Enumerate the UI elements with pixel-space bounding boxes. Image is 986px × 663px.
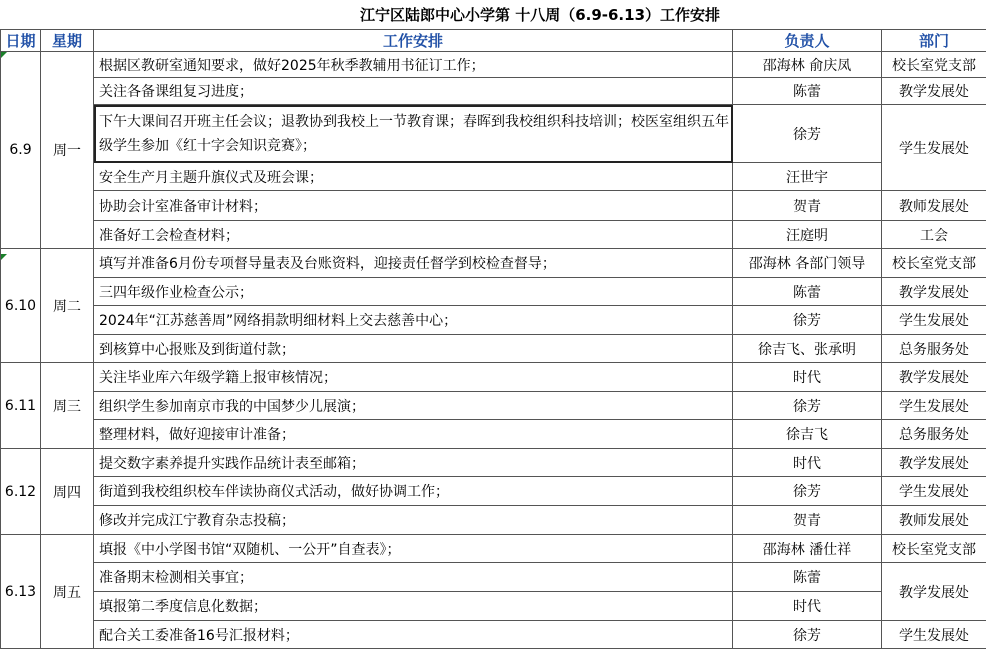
table-row — [1, 306, 986, 335]
dept-cell[interactable]: 学生发展处 — [882, 392, 986, 420]
work-cell[interactable]: 协助会计室准备审计材料； — [94, 191, 733, 221]
work-cell[interactable]: 组织学生参加南京市我的中国梦少儿展演； — [94, 392, 733, 420]
table-row — [1, 477, 986, 506]
dept-cell[interactable]: 工会 — [882, 221, 986, 249]
page-title[interactable]: 江宁区陆郎中心小学第 十八周（6.9-6.13）工作安排 — [94, 0, 986, 30]
table-row — [1, 249, 986, 278]
owner-cell[interactable]: 时代 — [733, 363, 882, 392]
owner-cell[interactable]: 徐芳 — [733, 477, 882, 506]
table-row — [1, 363, 986, 392]
table-row — [1, 392, 986, 420]
week-cell[interactable]: 周五 — [41, 535, 94, 649]
dept-cell[interactable]: 总务服务处 — [882, 420, 986, 449]
dept-cell[interactable]: 教师发展处 — [882, 191, 986, 221]
work-cell[interactable]: 三四年级作业检查公示； — [94, 278, 733, 306]
table-row — [1, 535, 986, 563]
table-row — [1, 191, 986, 221]
table-row — [1, 621, 986, 649]
dept-cell[interactable]: 学生发展处 — [882, 306, 986, 335]
dept-cell[interactable]: 校长室党支部 — [882, 535, 986, 563]
work-cell-selected[interactable]: 下午大课间召开班主任会议；退教协到我校上一节教育课；春晖到我校组织科技培训；校医室组织五年级学生参加《红十字会知识竞赛》； — [94, 105, 733, 163]
owner-cell[interactable]: 徐芳 — [733, 392, 882, 420]
dept-cell[interactable]: 教学发展处 — [882, 78, 986, 105]
week-cell[interactable]: 周三 — [41, 363, 94, 449]
date-cell[interactable]: 6.12 — [1, 449, 41, 535]
owner-cell[interactable]: 邵海林 俞庆凤 — [733, 52, 882, 78]
title-blank-cell[interactable] — [1, 0, 94, 30]
dept-cell[interactable]: 学生发展处 — [882, 105, 986, 191]
header-date[interactable]: 日期 — [1, 30, 41, 52]
comment-marker-icon — [1, 254, 7, 260]
work-cell[interactable]: 到核算中心报账及到街道付款； — [94, 335, 733, 363]
work-cell[interactable]: 配合关工委准备16号汇报材料； — [94, 621, 733, 649]
owner-cell[interactable]: 徐吉飞 — [733, 420, 882, 449]
table-row — [1, 221, 986, 249]
header-owner[interactable]: 负责人 — [733, 30, 882, 52]
work-cell[interactable]: 准备期末检测相关事宜； — [94, 563, 733, 592]
owner-cell[interactable]: 邵海林 潘仕祥 — [733, 535, 882, 563]
week-cell[interactable]: 周一 — [41, 52, 94, 249]
work-cell[interactable]: 修改并完成江宁教育杂志投稿； — [94, 506, 733, 535]
header-week[interactable]: 星期 — [41, 30, 94, 52]
header-dept[interactable]: 部门 — [882, 30, 986, 52]
owner-cell[interactable]: 时代 — [733, 449, 882, 477]
work-cell[interactable]: 关注各备课组复习进度； — [94, 78, 733, 105]
dept-cell[interactable]: 教学发展处 — [882, 449, 986, 477]
dept-cell[interactable]: 教学发展处 — [882, 363, 986, 392]
dept-cell[interactable]: 学生发展处 — [882, 477, 986, 506]
table-row — [1, 335, 986, 363]
week-cell[interactable]: 周四 — [41, 449, 94, 535]
work-cell[interactable]: 安全生产月主题升旗仪式及班会课； — [94, 163, 733, 191]
header-work[interactable]: 工作安排 — [94, 30, 733, 52]
table-row — [1, 420, 986, 449]
table-row — [1, 563, 986, 592]
dept-cell[interactable]: 校长室党支部 — [882, 52, 986, 78]
owner-cell[interactable]: 时代 — [733, 592, 882, 621]
owner-cell[interactable]: 汪庭明 — [733, 221, 882, 249]
table-row — [1, 506, 986, 535]
owner-cell[interactable]: 邵海林 各部门领导 — [733, 249, 882, 278]
title-row — [1, 0, 986, 30]
table-row — [1, 163, 986, 191]
owner-cell[interactable]: 徐芳 — [733, 105, 882, 163]
table-row — [1, 78, 986, 105]
table-row — [1, 105, 986, 163]
date-cell[interactable]: 6.11 — [1, 363, 41, 449]
date-cell[interactable]: 6.9 — [1, 52, 41, 249]
table-row — [1, 52, 986, 78]
work-cell[interactable]: 根据区教研室通知要求，做好2025年秋季教辅用书征订工作； — [94, 52, 733, 78]
work-cell[interactable]: 提交数字素养提升实践作品统计表至邮箱； — [94, 449, 733, 477]
date-cell[interactable]: 6.13 — [1, 535, 41, 649]
owner-cell[interactable]: 贺青 — [733, 191, 882, 221]
owner-cell[interactable]: 贺青 — [733, 506, 882, 535]
owner-cell[interactable]: 徐吉飞、张承明 — [733, 335, 882, 363]
dept-cell[interactable]: 学生发展处 — [882, 621, 986, 649]
dept-cell[interactable]: 总务服务处 — [882, 335, 986, 363]
dept-cell[interactable]: 教学发展处 — [882, 278, 986, 306]
dept-cell[interactable]: 校长室党支部 — [882, 249, 986, 278]
owner-cell[interactable]: 徐芳 — [733, 306, 882, 335]
date-cell[interactable]: 6.10 — [1, 249, 41, 363]
dept-cell[interactable]: 教师发展处 — [882, 506, 986, 535]
owner-cell[interactable]: 徐芳 — [733, 621, 882, 649]
work-cell[interactable]: 街道到我校组织校车伴读协商仪式活动，做好协调工作； — [94, 477, 733, 506]
work-cell[interactable]: 填写并准备6月份专项督导量表及台账资料，迎接责任督学到校检查督导； — [94, 249, 733, 278]
work-cell[interactable]: 整理材料，做好迎接审计准备； — [94, 420, 733, 449]
header-row — [1, 30, 986, 52]
owner-cell[interactable]: 汪世宇 — [733, 163, 882, 191]
work-cell[interactable]: 填报《中小学图书馆“双随机、一公开”自查表》； — [94, 535, 733, 563]
table-row — [1, 449, 986, 477]
week-cell[interactable]: 周二 — [41, 249, 94, 363]
owner-cell[interactable]: 陈蕾 — [733, 78, 882, 105]
work-cell[interactable]: 准备好工会检查材料； — [94, 221, 733, 249]
dept-cell[interactable]: 教学发展处 — [882, 563, 986, 621]
work-cell[interactable]: 2024年“江苏慈善周”网络捐款明细材料上交去慈善中心； — [94, 306, 733, 335]
table-row — [1, 592, 986, 621]
comment-marker-icon — [1, 52, 7, 58]
owner-cell[interactable]: 陈蕾 — [733, 278, 882, 306]
work-cell[interactable]: 关注毕业库六年级学籍上报审核情况； — [94, 363, 733, 392]
owner-cell[interactable]: 陈蕾 — [733, 563, 882, 592]
work-cell[interactable]: 填报第二季度信息化数据； — [94, 592, 733, 621]
table-row — [1, 278, 986, 306]
